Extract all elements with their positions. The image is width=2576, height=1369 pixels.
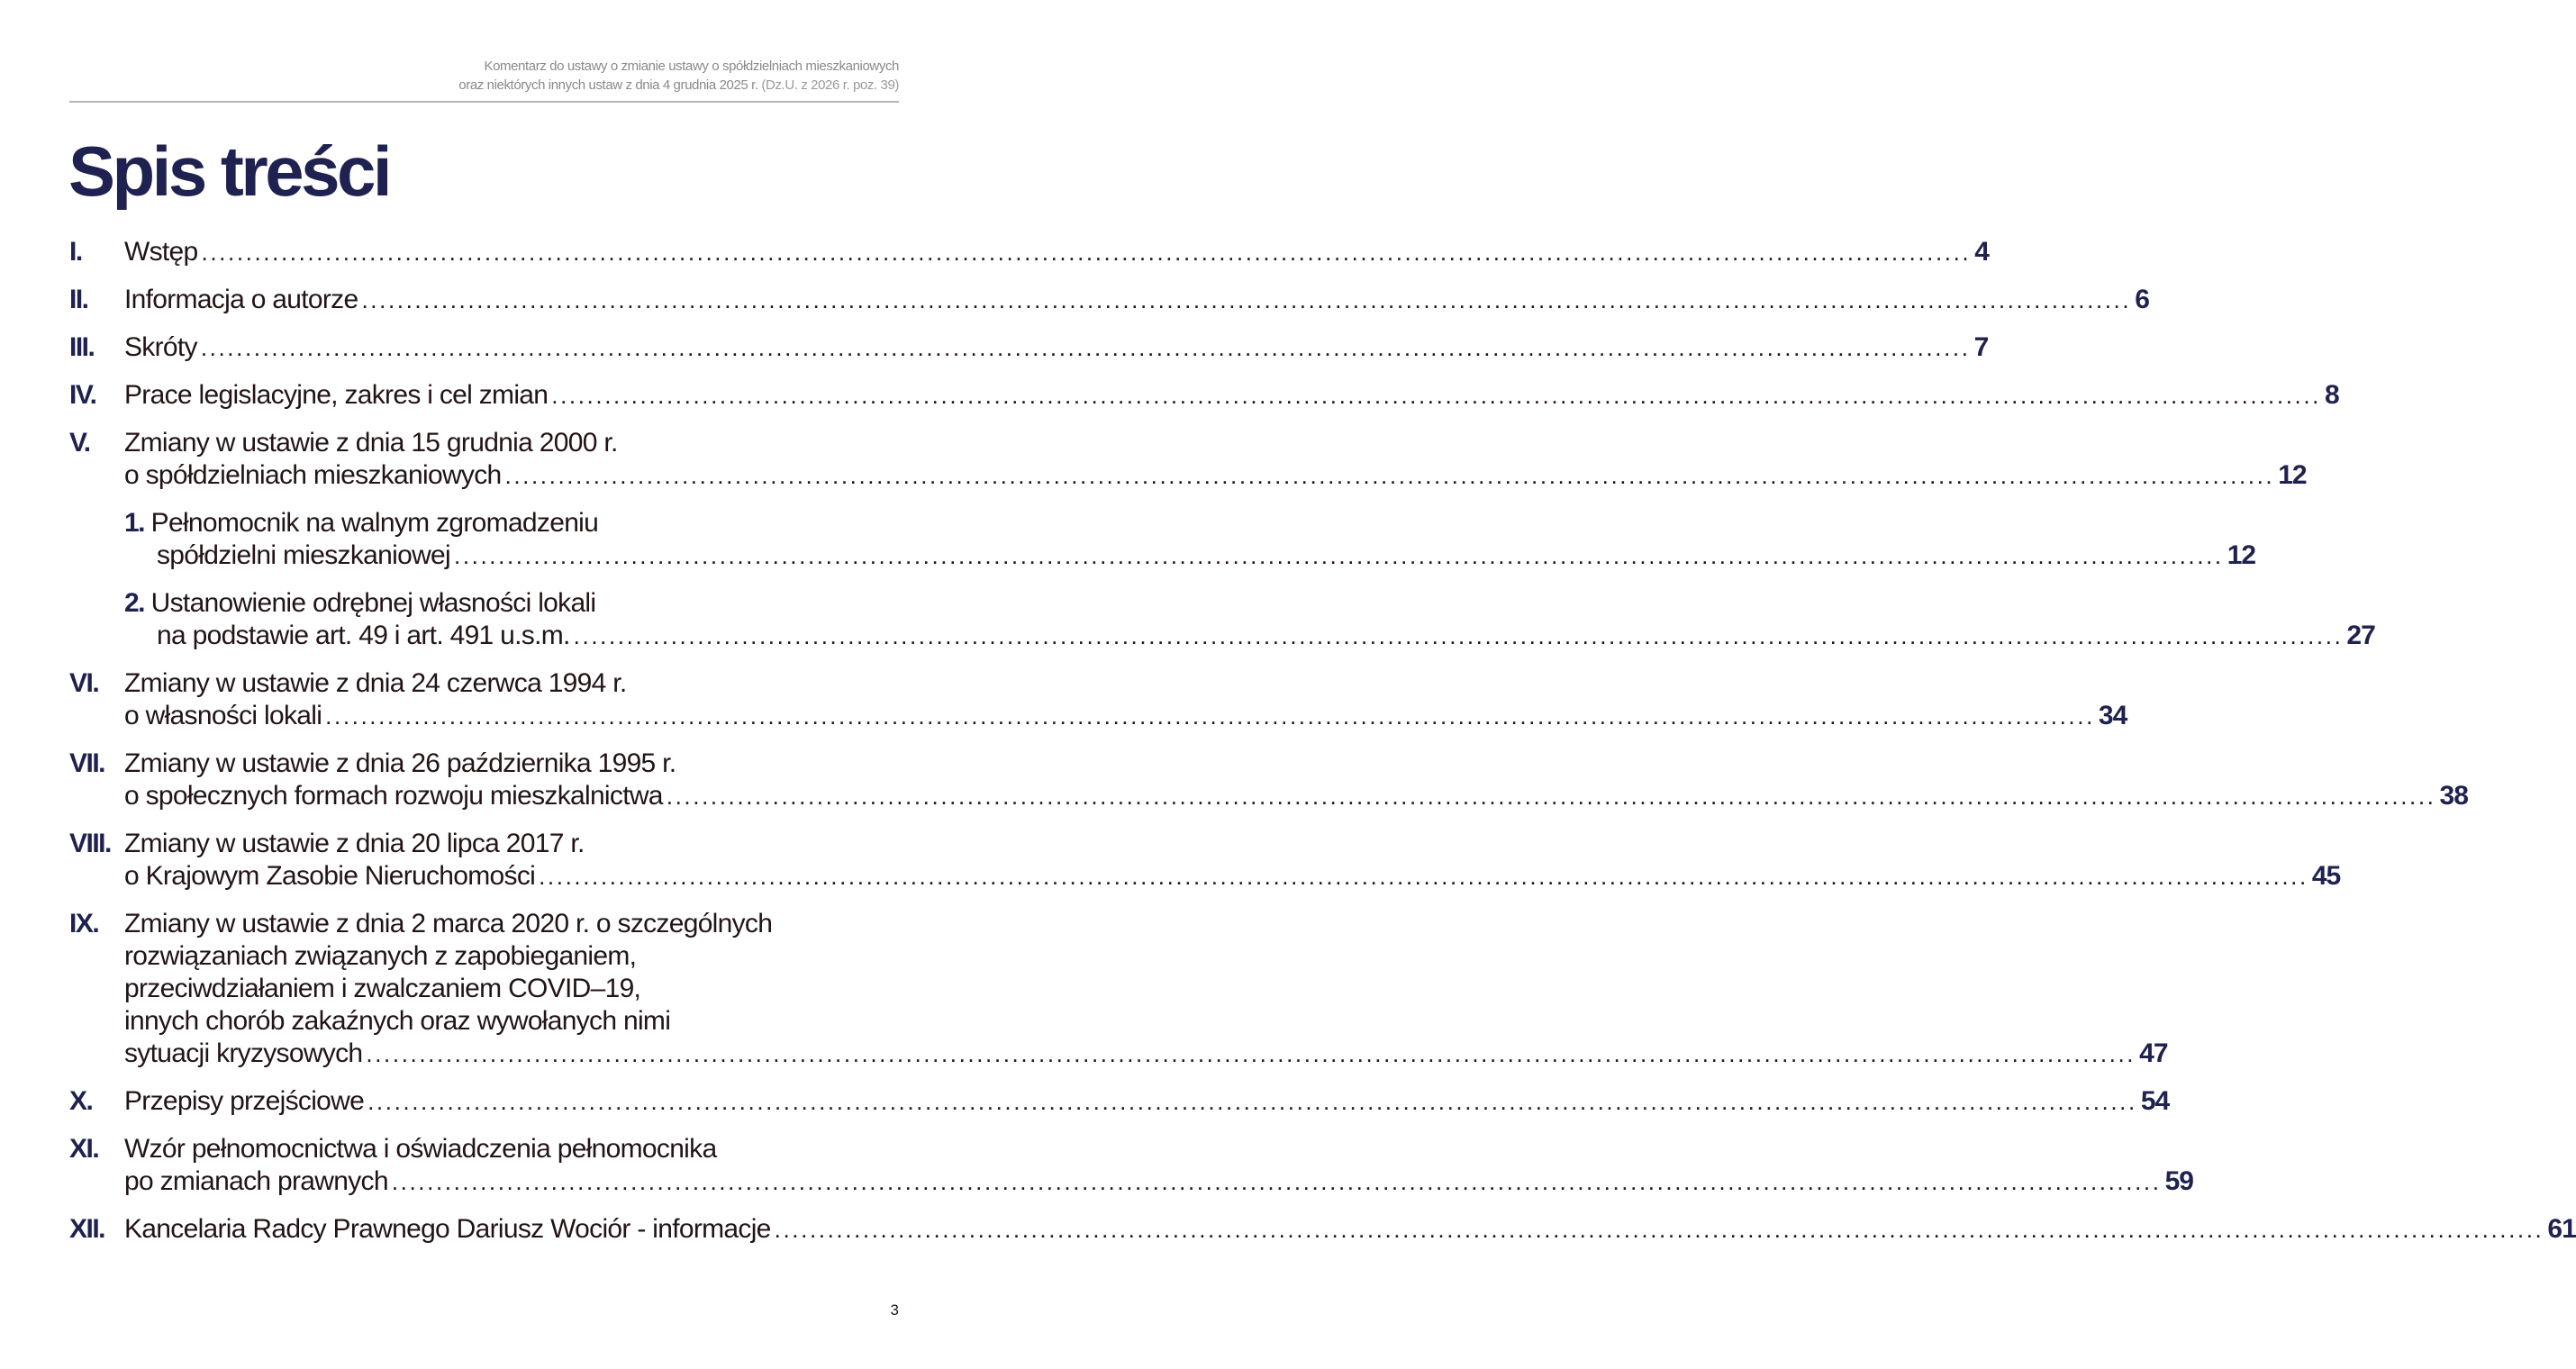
toc-entry-last-line [124, 236, 1989, 268]
toc-entry-number: XI. [69, 1134, 99, 1164]
toc-entry-number: II. [69, 285, 88, 314]
toc-entry-title-line: Zmiany w ustawie z dnia 2 marca 2020 r. o szczególnych [124, 909, 773, 938]
dot-leader [574, 622, 2344, 649]
toc-entry[interactable] [69, 427, 2307, 492]
toc-entry-title-text: o spółdzielniach mieszkaniowych [124, 460, 502, 490]
toc-entry-page[interactable]: 45 [2311, 861, 2341, 891]
toc-entry-title-text: o własności lokali [124, 701, 322, 730]
toc-entry-page[interactable]: 7 [1973, 332, 1989, 362]
toc-entry-number: I. [69, 237, 82, 267]
dot-leader [201, 331, 1971, 364]
toc-entry-title-line: Zmiany w ustawie z dnia 15 grudnia 2000 r. [124, 428, 618, 458]
toc-entry-last-line [124, 459, 2307, 492]
toc-entry[interactable] [69, 748, 2468, 812]
toc-entry-last-line [124, 331, 1989, 364]
running-header-line-2 [458, 76, 899, 95]
toc-entry-title-text: Przepisy przejściowe [124, 1086, 365, 1116]
toc-entry-title-line: Zmiany w ustawie z dnia 20 lipca 2017 r. [124, 829, 585, 858]
toc-entry-page[interactable]: 34 [2098, 701, 2127, 730]
toc-entry-number: V. [69, 428, 90, 458]
toc-entry-number: VII. [69, 748, 105, 778]
toc-entry[interactable] [69, 284, 2149, 316]
toc-entry-page[interactable]: 12 [2227, 540, 2256, 570]
toc-entry-number: VIII. [69, 829, 111, 858]
toc-entry-body [124, 1133, 2193, 1198]
toc-entry-page[interactable]: 54 [2140, 1086, 2170, 1116]
toc-entry[interactable] [69, 667, 2127, 732]
toc-entry-last-line [124, 780, 2468, 812]
toc-entry-number: VI. [69, 668, 99, 698]
toc-entry-title-line: Wzór pełnomocnictwa i oświadczenia pełnomocnika [124, 1134, 717, 1164]
toc-entry-body [124, 667, 2127, 732]
toc-entry-title-text: Ustanowienie odrębnej własności lokali [150, 588, 596, 618]
toc-entry-body [124, 331, 1989, 364]
toc-entry[interactable] [69, 1133, 2193, 1198]
toc-entry[interactable] [69, 236, 1989, 268]
dot-leader [539, 860, 2308, 893]
dot-leader [367, 1085, 2137, 1118]
toc-entry-last-line [124, 700, 2127, 732]
toc-entry-number: IX. [69, 909, 99, 938]
toc-entry-title-line: rozwiązaniach związanych z zapobieganiem, [124, 941, 637, 971]
toc-entry-page[interactable]: 59 [2164, 1166, 2193, 1196]
toc-entry-title-text: Prace legislacyjne, zakres i cel zmian [124, 380, 549, 410]
toc-entry-last-line [124, 1085, 2170, 1118]
toc-entry-title-line [124, 587, 899, 620]
toc-entry[interactable] [69, 1213, 2576, 1246]
toc-entry[interactable] [69, 828, 2341, 893]
toc-entry-page[interactable]: 6 [2135, 285, 2149, 314]
toc-entry-last-line [124, 1038, 2168, 1070]
toc-entry-title-text: Kancelaria Radcy Prawnego Dariusz Wociór - informacje [124, 1214, 771, 1244]
toc-entry-title-text: sytuacji kryzysowych [124, 1038, 363, 1068]
toc-entry-number: 2. [124, 588, 145, 618]
toc-entry-body [124, 908, 2168, 1070]
toc-entry-last-line [124, 1165, 2193, 1198]
toc-entry[interactable] [69, 908, 2168, 1070]
toc-entry-body [124, 507, 2256, 572]
toc-entry-body [124, 379, 2339, 412]
toc-subentry[interactable] [69, 587, 2375, 652]
toc-entry-last-line [124, 620, 2375, 652]
dot-leader [361, 284, 2131, 316]
toc-entry-page[interactable]: 12 [2278, 460, 2307, 490]
table-of-contents [69, 236, 2576, 1261]
toc-entry-title-text: Informacja o autorze [124, 285, 358, 314]
running-header [458, 57, 899, 95]
toc-entry-title-text: o Krajowym Zasobie Nieruchomości [124, 861, 536, 891]
toc-entry-body [124, 1213, 2576, 1246]
toc-entry-title-text: po zmianach prawnych [124, 1166, 388, 1196]
toc-entry-title-text: Skróty [124, 332, 197, 362]
toc-entry-title-text: spółdzielni mieszkaniowej [157, 540, 450, 570]
toc-entry[interactable] [69, 331, 1989, 364]
toc-entry-body [124, 587, 2375, 652]
toc-entry-page[interactable]: 61 [2547, 1214, 2576, 1244]
toc-entry-last-line [124, 284, 2149, 316]
toc-entry-body [124, 828, 2341, 893]
toc-entry-title-text: o społecznych formach rozwoju mieszkalnictwa [124, 781, 663, 811]
toc-entry-title-line: przeciwdziałaniem i zwalczaniem COVID–19, [124, 974, 641, 1003]
dot-leader [505, 459, 2275, 492]
toc-entry[interactable] [69, 1085, 2170, 1118]
toc-entry-body [124, 748, 2468, 812]
toc-entry-title-line [124, 507, 899, 539]
toc-entry-page[interactable]: 8 [2325, 380, 2339, 410]
toc-entry-page[interactable]: 4 [1974, 237, 1989, 267]
toc-entry-number: XII. [69, 1214, 105, 1244]
toc-entry[interactable] [69, 379, 2339, 412]
dot-leader [454, 542, 2224, 569]
dot-leader [202, 236, 1972, 268]
dot-leader [366, 1038, 2136, 1070]
dot-leader [325, 700, 2095, 732]
dot-leader [392, 1165, 2162, 1198]
toc-entry-number: III. [69, 332, 95, 362]
toc-entry-body [124, 1085, 2170, 1118]
toc-entry-number: X. [69, 1086, 93, 1116]
dot-leader [775, 1213, 2544, 1246]
toc-entry-body [124, 427, 2307, 492]
toc-entry-number: 1. [124, 508, 145, 538]
toc-entry-last-line [124, 1213, 2576, 1246]
running-header-line-1: Komentarz do ustawy o zmianie ustawy o spółdzielniach mieszkaniowych [484, 59, 899, 74]
toc-subentry[interactable] [69, 507, 2256, 572]
toc-entry-title-line: Zmiany w ustawie z dnia 24 czerwca 1994 r. [124, 668, 627, 698]
toc-entry-last-line [124, 539, 2256, 572]
toc-entry-title-text: Pełnomocnik na walnym zgromadzeniu [150, 508, 599, 538]
header-divider [69, 101, 899, 103]
toc-entry-title-line: innych chorób zakaźnych oraz wywołanych nimi [124, 1006, 671, 1036]
toc-entry-page[interactable]: 27 [2346, 621, 2375, 650]
toc-entry-page[interactable]: 38 [2439, 781, 2468, 811]
toc-entry-title-text: Wstęp [124, 237, 198, 267]
running-header-line-2-main: oraz niektórych innych ustaw z dnia 4 grudnia 2025 r. [458, 77, 758, 93]
toc-entry-body [124, 236, 1989, 268]
toc-entry-page[interactable]: 47 [2139, 1038, 2168, 1068]
toc-entry-last-line [124, 860, 2341, 893]
page-number: 3 [890, 1301, 899, 1319]
toc-entry-title-line: Zmiany w ustawie z dnia 26 października 1995 r. [124, 748, 676, 778]
running-header-reference: (Dz.U. z 2026 r. poz. 39) [761, 77, 899, 93]
page-title: Spis treści [68, 131, 390, 211]
toc-entry-number: IV. [69, 380, 96, 410]
toc-entry-title-text: na podstawie art. 49 i art. 491 u.s.m. [157, 621, 570, 650]
dot-leader [667, 780, 2436, 812]
dot-leader [551, 379, 2321, 412]
toc-entry-body [124, 284, 2149, 316]
toc-entry-last-line [124, 379, 2339, 412]
